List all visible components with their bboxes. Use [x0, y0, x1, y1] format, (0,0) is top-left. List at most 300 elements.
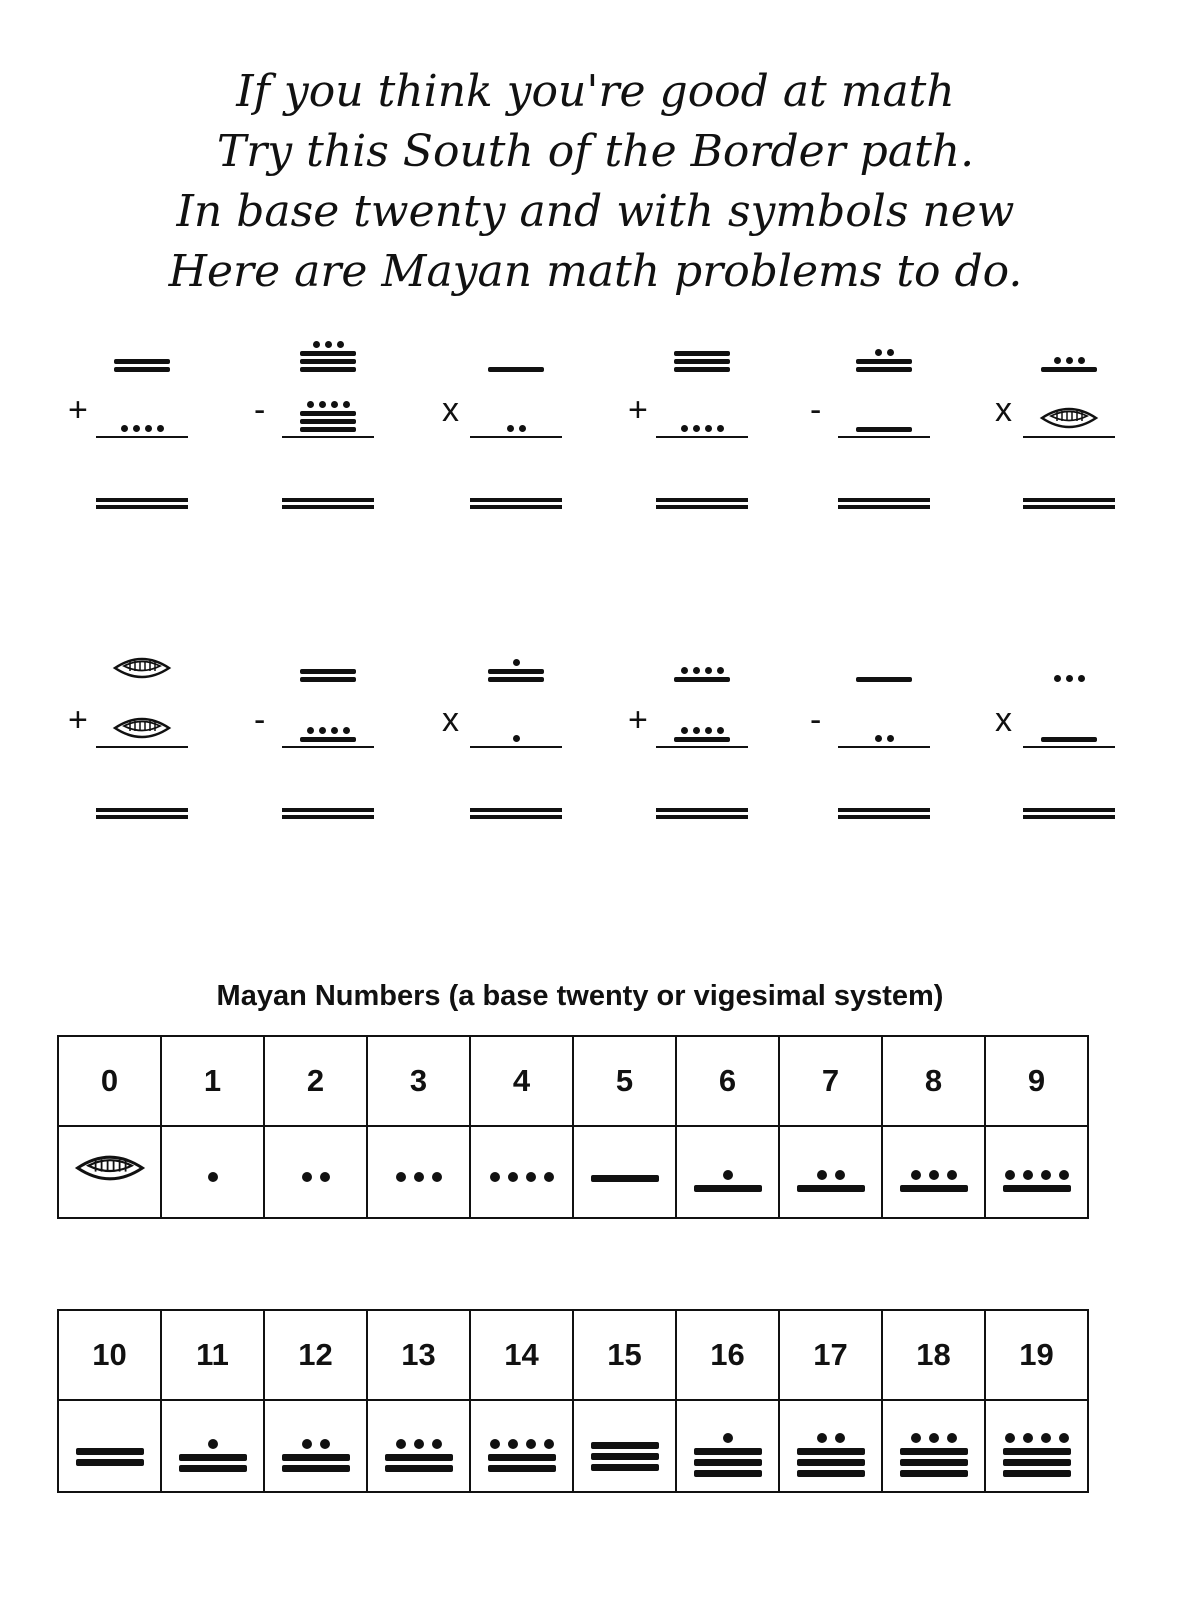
- mayan-bar-icon: [300, 351, 356, 356]
- mayan-dot-icon: [887, 735, 894, 742]
- operator-symbol: -: [810, 701, 822, 739]
- symbol-cell: [264, 1126, 367, 1218]
- mayan-bar-icon: [1003, 1448, 1071, 1455]
- math-problem: [442, 628, 592, 848]
- bottom-operand: [486, 734, 546, 742]
- mayan-dot-icon: [723, 1433, 733, 1443]
- number-cell: 0: [58, 1036, 161, 1126]
- poem-line-4: Here are Mayan math problems to do.: [168, 246, 1023, 297]
- mayan-bar-icon: [488, 1454, 556, 1461]
- mayan-dots: [723, 1169, 733, 1181]
- mayan-dot-icon: [396, 1439, 406, 1449]
- symbol-cell: [58, 1400, 161, 1492]
- mayan-dots: [307, 400, 350, 408]
- mayan-dot-icon: [396, 1172, 406, 1182]
- operand-line: [838, 436, 930, 438]
- operator-symbol: +: [68, 391, 88, 429]
- mayan-dot-icon: [508, 1439, 518, 1449]
- number-cell: 13: [367, 1310, 470, 1400]
- mayan-dots: [817, 1169, 845, 1181]
- mayan-bar-icon: [856, 677, 912, 682]
- mayan-dot-icon: [835, 1433, 845, 1443]
- mayan-dots: [208, 1171, 218, 1183]
- mayan-dot-icon: [1023, 1170, 1033, 1180]
- number-row: [58, 1310, 1088, 1400]
- top-operand: [672, 348, 732, 372]
- mayan-dot-icon: [717, 667, 724, 674]
- math-problem: [628, 318, 778, 538]
- top-operand: [298, 340, 358, 372]
- mayan-dots: [121, 424, 164, 432]
- mayan-dot-icon: [705, 425, 712, 432]
- bottom-operand: [672, 424, 732, 432]
- mayan-dot-icon: [331, 401, 338, 408]
- mayan-dot-icon: [490, 1172, 500, 1182]
- mayan-dot-icon: [681, 425, 688, 432]
- mayan-numeral: [490, 1171, 554, 1183]
- bottom-operand: [298, 726, 358, 742]
- mayan-numeral: [694, 1432, 762, 1477]
- bottom-operand: [112, 424, 172, 432]
- mayan-dots: [1054, 674, 1085, 682]
- mayan-dot-icon: [526, 1172, 536, 1182]
- math-problem: [810, 318, 960, 538]
- mayan-bar-icon: [900, 1470, 968, 1477]
- mayan-dot-icon: [717, 425, 724, 432]
- mayan-bar-icon: [1003, 1185, 1071, 1192]
- answer-line: [838, 498, 930, 509]
- mayan-dot-icon: [1066, 357, 1073, 364]
- table-title: Mayan Numbers (a base twenty or vigesimal system): [216, 980, 944, 1012]
- answer-line: [96, 808, 188, 819]
- mayan-dots: [302, 1171, 330, 1183]
- mayan-dot-icon: [911, 1170, 921, 1180]
- shell-icon: [74, 1150, 146, 1186]
- mayan-dot-icon: [307, 401, 314, 408]
- mayan-bar-icon: [76, 1459, 144, 1466]
- mayan-bar-icon: [694, 1470, 762, 1477]
- mayan-dot-icon: [947, 1170, 957, 1180]
- mayan-dot-icon: [1041, 1433, 1051, 1443]
- mayan-dots: [681, 666, 724, 674]
- mayan-bar-icon: [674, 737, 730, 742]
- mayan-dots: [1005, 1432, 1069, 1444]
- mayan-numeral: [1003, 1432, 1071, 1477]
- answer-line: [470, 498, 562, 509]
- answer-line: [470, 808, 562, 819]
- mayan-bar-icon: [1003, 1470, 1071, 1477]
- mayan-dot-icon: [1059, 1433, 1069, 1443]
- mayan-dot-icon: [1059, 1170, 1069, 1180]
- mayan-bar-icon: [797, 1459, 865, 1466]
- mayan-bar-icon: [300, 419, 356, 424]
- mayan-bar-icon: [300, 411, 356, 416]
- mayan-dot-icon: [1066, 675, 1073, 682]
- mayan-bar-icon: [856, 427, 912, 432]
- mayan-dot-icon: [681, 667, 688, 674]
- mayan-dot-icon: [307, 727, 314, 734]
- math-problem: [254, 318, 404, 538]
- number-cell: 17: [779, 1310, 882, 1400]
- symbol-cell: [161, 1400, 264, 1492]
- mayan-bar-icon: [900, 1185, 968, 1192]
- shell-icon: [1039, 404, 1099, 432]
- bottom-operand: [298, 400, 358, 432]
- symbol-cell: [985, 1126, 1088, 1218]
- number-cell: 6: [676, 1036, 779, 1126]
- mayan-bar-icon: [300, 367, 356, 372]
- mayan-bar-icon: [674, 351, 730, 356]
- mayan-numeral: [385, 1438, 453, 1472]
- top-operand: [298, 666, 358, 682]
- mayan-dot-icon: [507, 425, 514, 432]
- mayan-dot-icon: [929, 1170, 939, 1180]
- mayan-dot-icon: [343, 401, 350, 408]
- mayan-numeral: [488, 1438, 556, 1472]
- symbol-row: [58, 1400, 1088, 1492]
- shell-icon: [112, 654, 172, 682]
- mayan-dot-icon: [1041, 1170, 1051, 1180]
- mayan-bar-icon: [856, 367, 912, 372]
- mayan-bar-icon: [300, 359, 356, 364]
- operator-symbol: x: [995, 701, 1012, 739]
- mayan-dot-icon: [1005, 1433, 1015, 1443]
- mayan-numeral: [797, 1169, 865, 1192]
- mayan-numeral: [302, 1171, 330, 1183]
- number-cell: 12: [264, 1310, 367, 1400]
- mayan-dot-icon: [208, 1172, 218, 1182]
- mayan-dot-icon: [208, 1439, 218, 1449]
- mayan-bar-icon: [179, 1454, 247, 1461]
- poem-line-2: Try this South of the Border path.: [216, 126, 975, 177]
- mayan-dot-icon: [887, 349, 894, 356]
- mayan-bar-icon: [797, 1470, 865, 1477]
- mayan-dots: [302, 1438, 330, 1450]
- mayan-dots: [1005, 1169, 1069, 1181]
- mayan-dot-icon: [508, 1172, 518, 1182]
- mayan-bar-icon: [179, 1465, 247, 1472]
- mayan-dot-icon: [133, 425, 140, 432]
- mayan-bar-icon: [282, 1454, 350, 1461]
- mayan-dot-icon: [1054, 357, 1061, 364]
- mayan-bar-icon: [694, 1185, 762, 1192]
- operand-line: [96, 746, 188, 748]
- mayan-bar-icon: [900, 1459, 968, 1466]
- mayan-dots: [911, 1169, 957, 1181]
- operand-line: [470, 436, 562, 438]
- bottom-operand: [854, 734, 914, 742]
- top-operand: [112, 356, 172, 372]
- symbol-cell: [161, 1126, 264, 1218]
- mayan-dots: [507, 424, 526, 432]
- mayan-bar-icon: [694, 1459, 762, 1466]
- mayan-bar-icon: [674, 367, 730, 372]
- mayan-dots: [875, 348, 894, 356]
- math-problem: [995, 628, 1145, 848]
- number-cell: 7: [779, 1036, 882, 1126]
- answer-line: [1023, 498, 1115, 509]
- mayan-bar-icon: [300, 737, 356, 742]
- mayan-dot-icon: [723, 1170, 733, 1180]
- answer-line: [1023, 808, 1115, 819]
- symbol-cell: [676, 1400, 779, 1492]
- number-cell: 18: [882, 1310, 985, 1400]
- math-problem: [68, 318, 218, 538]
- symbol-cell: [985, 1400, 1088, 1492]
- mayan-dot-icon: [1005, 1170, 1015, 1180]
- symbol-cell: [882, 1126, 985, 1218]
- mayan-bar-icon: [797, 1448, 865, 1455]
- symbol-cell: [676, 1126, 779, 1218]
- mayan-numeral: [76, 1444, 144, 1466]
- operator-symbol: -: [254, 701, 266, 739]
- operator-symbol: -: [254, 391, 266, 429]
- number-row: [58, 1036, 1088, 1126]
- operand-line: [96, 436, 188, 438]
- mayan-dot-icon: [817, 1433, 827, 1443]
- number-cell: 14: [470, 1310, 573, 1400]
- math-problem: [254, 628, 404, 848]
- top-operand: [1039, 356, 1099, 372]
- mayan-dots: [681, 726, 724, 734]
- symbol-cell: [573, 1400, 676, 1492]
- number-cell: 1: [161, 1036, 264, 1126]
- top-operand: [1039, 674, 1099, 682]
- symbol-row: [58, 1126, 1088, 1218]
- operand-line: [470, 746, 562, 748]
- mayan-dots: [490, 1171, 554, 1183]
- mayan-bar-icon: [300, 427, 356, 432]
- mayan-bar-icon: [694, 1448, 762, 1455]
- mayan-dot-icon: [157, 425, 164, 432]
- mayan-bar-icon: [114, 359, 170, 364]
- bottom-operand: [1039, 404, 1099, 432]
- mayan-dot-icon: [320, 1172, 330, 1182]
- mayan-dot-icon: [519, 425, 526, 432]
- symbol-cell: [779, 1400, 882, 1492]
- answer-line: [282, 498, 374, 509]
- symbol-cell: [264, 1400, 367, 1492]
- operator-symbol: x: [995, 391, 1012, 429]
- mayan-bar-icon: [76, 1448, 144, 1455]
- mayan-numeral: [900, 1169, 968, 1192]
- top-operand: [854, 674, 914, 682]
- mayan-dots: [875, 734, 894, 742]
- bottom-operand: [486, 424, 546, 432]
- mayan-dots: [513, 658, 520, 666]
- operator-symbol: +: [68, 701, 88, 739]
- number-cell: 8: [882, 1036, 985, 1126]
- mayan-dot-icon: [693, 425, 700, 432]
- mayan-bar-icon: [282, 1465, 350, 1472]
- mayan-numeral: [208, 1171, 218, 1183]
- mayan-dot-icon: [490, 1439, 500, 1449]
- operand-line: [282, 746, 374, 748]
- answer-line: [656, 808, 748, 819]
- mayan-bar-icon: [1003, 1459, 1071, 1466]
- symbol-cell: [367, 1400, 470, 1492]
- symbol-cell: [470, 1126, 573, 1218]
- symbol-cell: [779, 1126, 882, 1218]
- number-cell: 11: [161, 1310, 264, 1400]
- number-cell: 10: [58, 1310, 161, 1400]
- mayan-dot-icon: [929, 1433, 939, 1443]
- mayan-dot-icon: [432, 1439, 442, 1449]
- mayan-dot-icon: [911, 1433, 921, 1443]
- top-operand: [486, 364, 546, 372]
- symbol-cell: [882, 1400, 985, 1492]
- mayan-dots: [1054, 356, 1085, 364]
- operand-line: [1023, 436, 1115, 438]
- mayan-numeral: [591, 1438, 659, 1471]
- mayan-dot-icon: [817, 1170, 827, 1180]
- mayan-dots: [513, 734, 520, 742]
- mayan-dot-icon: [319, 727, 326, 734]
- mayan-dot-icon: [302, 1172, 312, 1182]
- mayan-bar-icon: [488, 677, 544, 682]
- mayan-numeral: [74, 1150, 146, 1186]
- mayan-numeral: [694, 1169, 762, 1192]
- top-operand: [672, 666, 732, 682]
- symbol-cell: [58, 1126, 161, 1218]
- mayan-dot-icon: [513, 735, 520, 742]
- mayan-bar-icon: [674, 677, 730, 682]
- mayan-dot-icon: [705, 727, 712, 734]
- math-problem: [442, 318, 592, 538]
- mayan-bar-icon: [385, 1465, 453, 1472]
- mayan-dot-icon: [145, 425, 152, 432]
- operand-line: [282, 436, 374, 438]
- mayan-dot-icon: [1054, 675, 1061, 682]
- mayan-bar-icon: [300, 669, 356, 674]
- mayan-dots: [396, 1438, 442, 1450]
- mayan-numeral: [1003, 1169, 1071, 1192]
- mayan-dot-icon: [302, 1439, 312, 1449]
- mayan-bar-icon: [900, 1448, 968, 1455]
- mayan-dots: [911, 1432, 957, 1444]
- mayan-dot-icon: [1078, 675, 1085, 682]
- mayan-dot-icon: [414, 1172, 424, 1182]
- bottom-operand: [672, 726, 732, 742]
- mayan-dot-icon: [875, 349, 882, 356]
- shell-icon: [112, 714, 172, 742]
- mayan-dot-icon: [320, 1439, 330, 1449]
- poem: [0, 62, 1191, 302]
- numbers-table-10-19: [57, 1309, 1089, 1493]
- mayan-dots: [723, 1432, 733, 1444]
- mayan-dot-icon: [1078, 357, 1085, 364]
- mayan-bar-icon: [488, 367, 544, 372]
- answer-line: [656, 498, 748, 509]
- answer-line: [96, 498, 188, 509]
- numbers-table-0-9: [57, 1035, 1089, 1219]
- number-cell: 4: [470, 1036, 573, 1126]
- mayan-bar-icon: [385, 1454, 453, 1461]
- mayan-bar-icon: [591, 1175, 659, 1182]
- top-operand: [486, 658, 546, 682]
- mayan-numeral: [591, 1171, 659, 1182]
- operand-line: [656, 436, 748, 438]
- mayan-dot-icon: [717, 727, 724, 734]
- number-cell: 16: [676, 1310, 779, 1400]
- mayan-bar-icon: [591, 1442, 659, 1449]
- top-operand: [112, 654, 172, 682]
- mayan-bar-icon: [300, 677, 356, 682]
- number-cell: 2: [264, 1036, 367, 1126]
- mayan-dot-icon: [693, 667, 700, 674]
- mayan-dots: [490, 1438, 554, 1450]
- math-problem: [628, 628, 778, 848]
- mayan-bar-icon: [1041, 737, 1097, 742]
- mayan-dot-icon: [544, 1172, 554, 1182]
- mayan-dot-icon: [526, 1439, 536, 1449]
- mayan-numeral: [396, 1171, 442, 1183]
- operator-symbol: +: [628, 701, 648, 739]
- mayan-bar-icon: [797, 1185, 865, 1192]
- mayan-bar-icon: [856, 359, 912, 364]
- mayan-dot-icon: [875, 735, 882, 742]
- mayan-dots: [396, 1171, 442, 1183]
- math-problem: [995, 318, 1145, 538]
- mayan-bar-icon: [1041, 367, 1097, 372]
- operand-line: [1023, 746, 1115, 748]
- mayan-dot-icon: [319, 401, 326, 408]
- number-cell: 15: [573, 1310, 676, 1400]
- answer-line: [282, 808, 374, 819]
- mayan-dot-icon: [1023, 1433, 1033, 1443]
- symbol-cell: [470, 1400, 573, 1492]
- mayan-dot-icon: [331, 727, 338, 734]
- mayan-numeral: [797, 1432, 865, 1477]
- mayan-dot-icon: [414, 1439, 424, 1449]
- mayan-dot-icon: [325, 341, 332, 348]
- operand-line: [838, 746, 930, 748]
- mayan-dot-icon: [313, 341, 320, 348]
- mayan-dot-icon: [681, 727, 688, 734]
- mayan-dot-icon: [544, 1439, 554, 1449]
- mayan-numeral: [282, 1438, 350, 1472]
- mayan-dot-icon: [121, 425, 128, 432]
- mayan-bar-icon: [114, 367, 170, 372]
- bottom-operand: [854, 424, 914, 432]
- mayan-bar-icon: [591, 1464, 659, 1471]
- mayan-bar-icon: [488, 669, 544, 674]
- mayan-numeral: [900, 1432, 968, 1477]
- poem-line-1: If you think you're good at math: [236, 66, 955, 117]
- mayan-dot-icon: [835, 1170, 845, 1180]
- mayan-dots: [681, 424, 724, 432]
- mayan-dot-icon: [432, 1172, 442, 1182]
- number-cell: 5: [573, 1036, 676, 1126]
- mayan-bar-icon: [488, 1465, 556, 1472]
- mayan-dots: [313, 340, 344, 348]
- mayan-dots: [307, 726, 350, 734]
- mayan-bar-icon: [674, 359, 730, 364]
- math-problem: [810, 628, 960, 848]
- operator-symbol: -: [810, 391, 822, 429]
- operator-symbol: +: [628, 391, 648, 429]
- number-cell: 19: [985, 1310, 1088, 1400]
- mayan-dot-icon: [343, 727, 350, 734]
- mayan-dot-icon: [947, 1433, 957, 1443]
- mayan-dot-icon: [337, 341, 344, 348]
- operator-symbol: x: [442, 701, 459, 739]
- top-operand: [854, 348, 914, 372]
- mayan-dots: [208, 1438, 218, 1450]
- symbol-cell: [573, 1126, 676, 1218]
- poem-line-3: In base twenty and with symbols new: [176, 186, 1015, 237]
- number-cell: 9: [985, 1036, 1088, 1126]
